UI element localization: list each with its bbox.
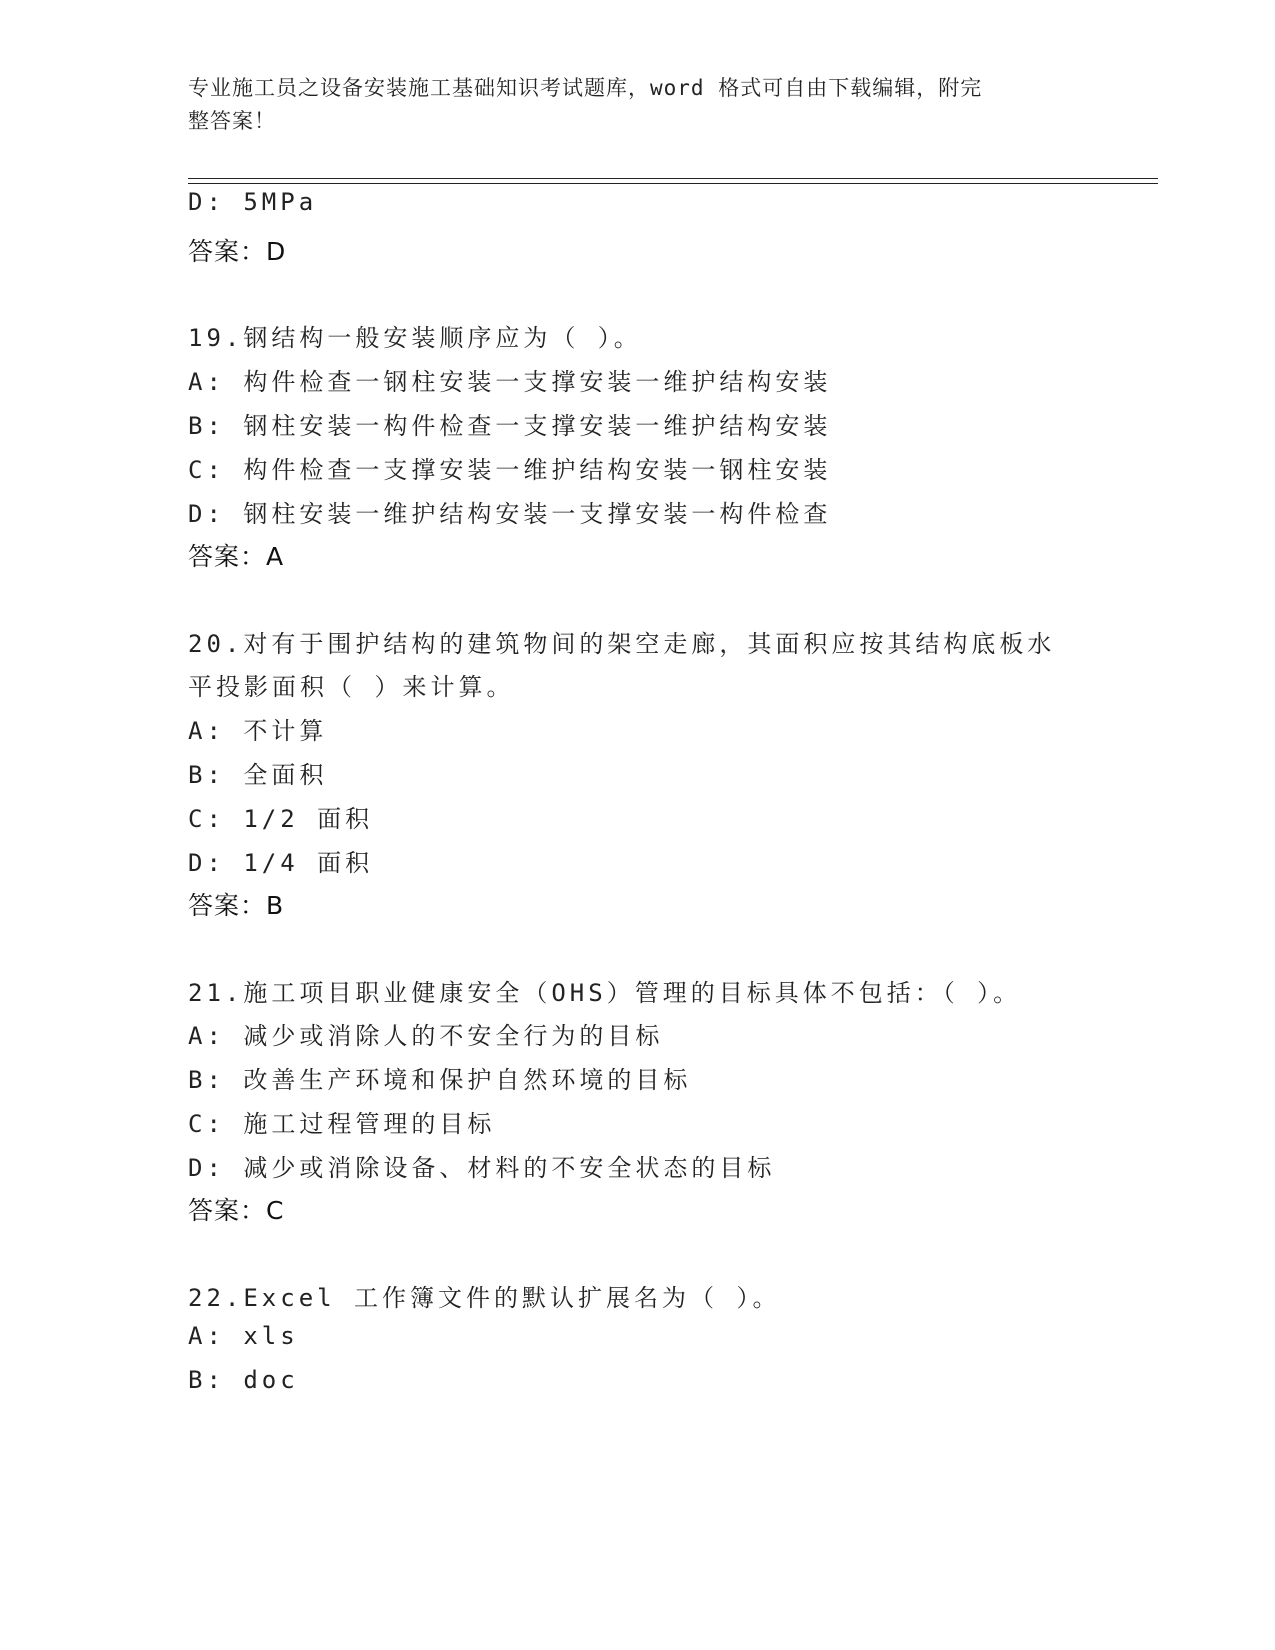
q20-option-b: B: 全面积: [188, 761, 328, 789]
q20-option-d: D: 1/4 面积: [188, 849, 374, 877]
header-divider-bottom: [188, 183, 1158, 184]
q21-option-b: B: 改善生产环境和保护自然环境的目标: [188, 1066, 692, 1094]
q19-option-b: B: 钢柱安装一构件检查一支撑安装一维护结构安装: [188, 412, 832, 440]
q21-answer: 答案：C: [188, 1196, 285, 1225]
prev-answer: 答案：D: [188, 237, 287, 266]
q20-option-c: C: 1/2 面积: [188, 805, 374, 833]
header-line-1: 专业施工员之设备安装施工基础知识考试题库，word 格式可自由下载编辑，附完: [188, 76, 983, 100]
q20-stem-line-2: 平投影面积（ ）来计算。: [188, 673, 515, 701]
q19-option-d: D: 钢柱安装一维护结构安装一支撑安装一构件检查: [188, 500, 832, 528]
q21-option-a: A: 减少或消除人的不安全行为的目标: [188, 1022, 664, 1050]
q21-option-d: D: 减少或消除设备、材料的不安全状态的目标: [188, 1154, 776, 1182]
q20-answer: 答案：B: [188, 891, 285, 920]
q20-stem-line-1: 20.对有于围护结构的建筑物间的架空走廊，其面积应按其结构底板水: [188, 630, 1056, 658]
header-divider-top: [188, 178, 1158, 179]
q21-stem: 21.施工项目职业健康安全（OHS）管理的目标具体不包括：（ ）。: [188, 979, 1022, 1007]
q21-option-c: C: 施工过程管理的目标: [188, 1110, 496, 1138]
q19-option-c: C: 构件检查一支撑安装一维护结构安装一钢柱安装: [188, 456, 832, 484]
q19-option-a: A: 构件检查一钢柱安装一支撑安装一维护结构安装: [188, 368, 832, 396]
q22-option-b: B: doc: [188, 1366, 299, 1394]
q22-option-a: A: xls: [188, 1322, 299, 1350]
q22-stem: 22.Excel 工作簿文件的默认扩展名为（ ）。: [188, 1284, 781, 1312]
prev-option-d: D: 5MPa: [188, 188, 318, 216]
q20-option-a: A: 不计算: [188, 717, 328, 745]
document-header: [188, 72, 1088, 138]
q19-stem: 19.钢结构一般安装顺序应为（ ）。: [188, 324, 642, 352]
header-line-2: 整答案！: [188, 109, 276, 133]
q19-answer: 答案：A: [188, 542, 285, 571]
